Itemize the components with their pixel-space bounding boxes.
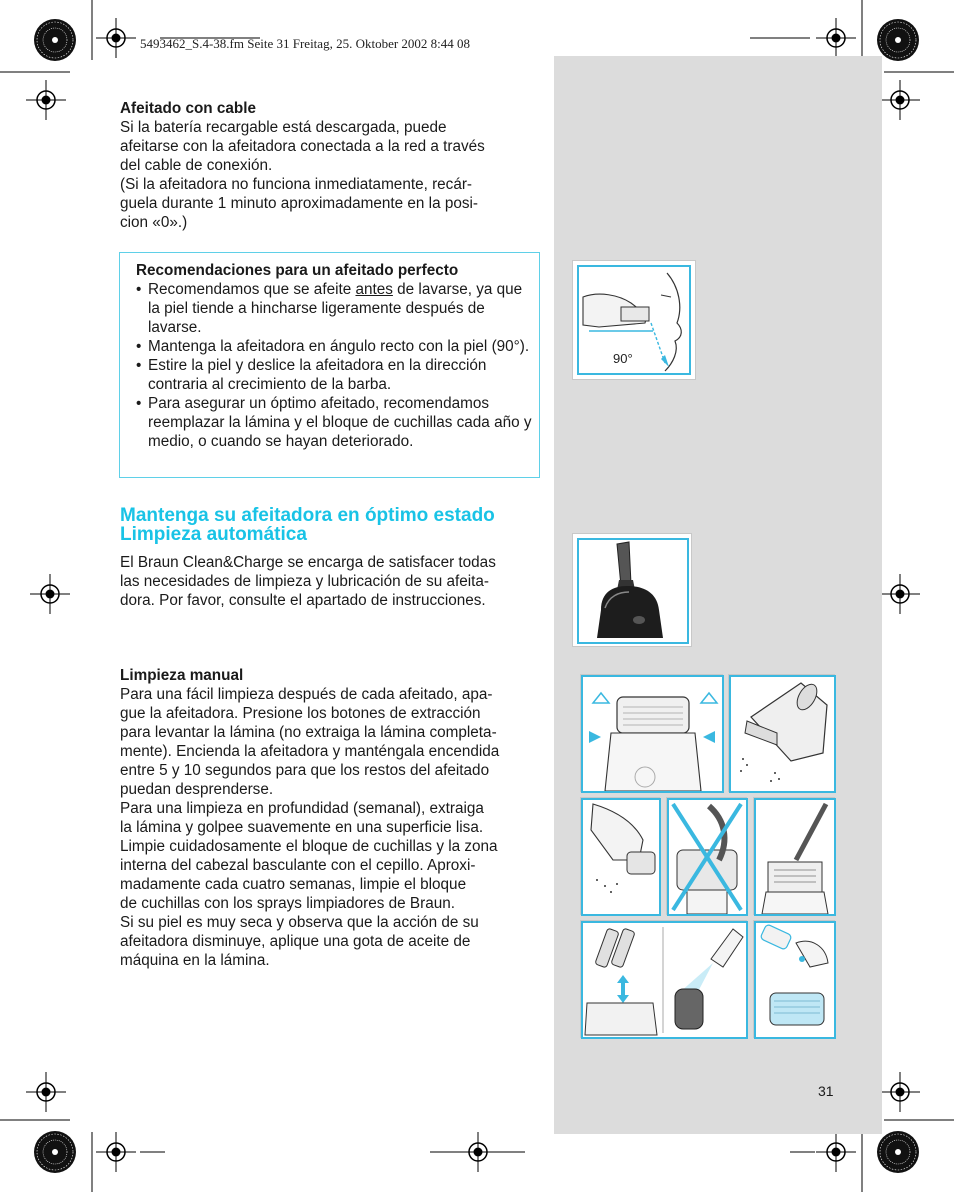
face-shaver-illustration	[579, 267, 689, 373]
cable-line: Si la batería recargable está descargada, puede	[120, 119, 447, 136]
manual-line: Para una fácil limpieza después de cada afeitado, apa-	[120, 686, 493, 703]
tips-list	[136, 280, 532, 451]
manual-line: Si su piel es muy seca y observa que la acción de su	[120, 914, 479, 931]
figure-brush-cutter	[753, 797, 835, 915]
tip-item: • Mantenga la afeitadora en ángulo recto con la piel (90°).	[136, 337, 532, 356]
tip-text: de lavarse, ya que la piel tiende a hincharse ligeramente después de lavarse.	[148, 281, 523, 336]
manual-line: Para una limpieza en profundidad (semanal), extraiga	[120, 800, 484, 817]
manual-line: mente). Encienda la afeitadora y manténgala encendida	[120, 743, 500, 760]
manual-line: para levantar la lámina (no extraiga la lámina completa-	[120, 724, 497, 741]
shaver-running-illustration	[731, 677, 834, 791]
manual-section	[120, 666, 535, 970]
figure-shaver-on	[728, 674, 835, 792]
maintain-line: dora. Por favor, consulte el apartado de instrucciones.	[120, 592, 486, 609]
auto-clean-title: Limpieza automática	[120, 524, 307, 545]
maintain-section	[120, 553, 535, 610]
angle-label: 90°	[613, 351, 633, 366]
no-brush-illustration	[669, 800, 746, 914]
tip-item	[136, 280, 532, 337]
maintain-heading	[120, 506, 540, 544]
manual-line: afeitadora disminuye, aplique una gota de aceite de	[120, 933, 471, 950]
color-rose-icon	[34, 19, 76, 61]
tips-title: Recomendaciones para un afeitado perfecto	[136, 262, 459, 279]
page-number: 31	[818, 1083, 834, 1099]
cable-line: guela durante 1 minuto aproximadamente en la posi-	[120, 195, 478, 212]
manual-line: puedan desprenderse.	[120, 781, 274, 798]
tips-box	[119, 252, 540, 478]
figure-tap-foil	[580, 797, 660, 915]
foil-release-illustration	[583, 677, 722, 791]
manual-line: de cuchillas con los sprays limpiadores de Braun.	[120, 895, 456, 912]
manual-line: madamente cada cuatro semanas, limpie el bloque	[120, 876, 467, 893]
manual-title: Limpieza manual	[120, 667, 244, 684]
maintain-line: las necesidades de limpieza y lubricación de su afeita-	[120, 573, 490, 590]
tip-item: • Estire la piel y deslice la afeitadora en la dirección contraria al crecimiento de la barba.	[136, 356, 532, 394]
clean-charge-station-illustration	[579, 540, 687, 642]
maintain-line: El Braun Clean&Charge se encarga de satisfacer todas	[120, 554, 496, 571]
figure-clean-charge	[572, 533, 692, 647]
figure-angle	[572, 260, 696, 380]
tap-foil-illustration	[583, 800, 659, 914]
cable-section	[120, 99, 535, 232]
manual-line: Limpie cuidadosamente el bloque de cuchillas y la zona	[120, 838, 498, 855]
tip-item: • Para asegurar un óptimo afeitado, recomendamos reemplazar la lámina y el bloque de cuchillas cada año y medio, o cuando se hayan deteriorado.	[136, 394, 532, 451]
cable-title: Afeitado con cable	[120, 100, 256, 117]
figure-do-not-brush-foil	[666, 797, 747, 915]
tip-text: Recomendamos que se afeite	[148, 281, 356, 298]
manual-line: gue la afeitadora. Presione los botones de extracción	[120, 705, 481, 722]
manual-line: la lámina y golpee suavemente en una superficie lisa.	[120, 819, 484, 836]
manual-line: máquina en la lámina.	[120, 952, 270, 969]
figure-remove-cutter-spray	[580, 920, 747, 1038]
oil-drop-illustration	[756, 923, 834, 1037]
figure-foil-release	[580, 674, 723, 792]
cable-line: afeitarse con la afeitadora conectada a la red a través	[120, 138, 485, 155]
cable-line: del cable de conexión.	[120, 157, 273, 174]
print-header: 5493462_S.4-38.fm Seite 31 Freitag, 25. Oktober 2002 8:44 08	[140, 36, 471, 51]
tip-underlined-word: antes	[355, 281, 393, 298]
brush-cutter-illustration	[756, 800, 834, 914]
cable-line: cion «0».)	[120, 214, 188, 231]
manual-line: entre 5 y 10 segundos para que los restos del afeitado	[120, 762, 490, 779]
maintain-title: Mantenga su afeitadora en óptimo estado	[120, 505, 495, 526]
remove-cutter-spray-illustration	[583, 923, 746, 1037]
figure-oil-foil	[753, 920, 835, 1038]
manual-line: interna del cabezal basculante con el cepillo. Aproxi-	[120, 857, 476, 874]
cable-line: (Si la afeitadora no funciona inmediatamente, recár-	[120, 176, 473, 193]
